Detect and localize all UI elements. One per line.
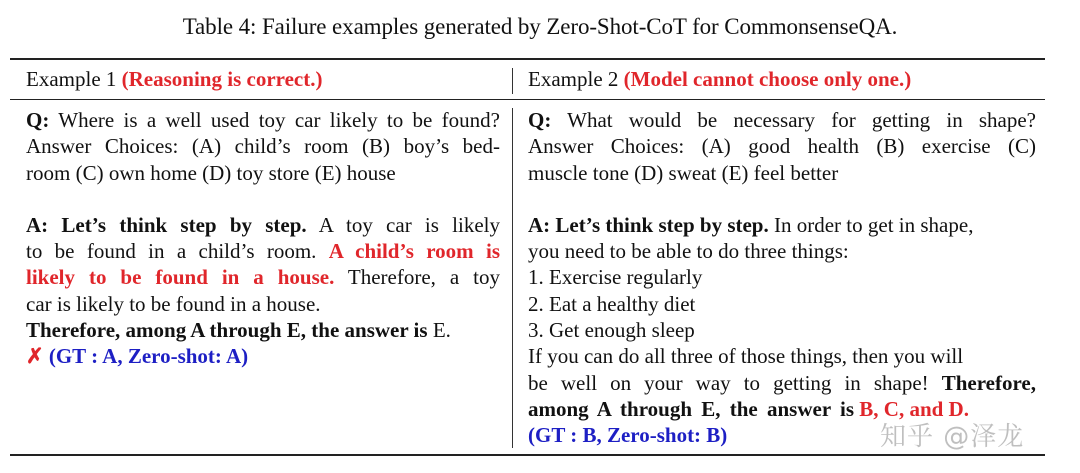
- column-header-example-1: [26, 67, 322, 92]
- cross-mark-icon: ✗: [26, 344, 44, 369]
- answer-text: A toy car is likely: [306, 212, 500, 237]
- answer-text: Therefore, a toy: [334, 265, 500, 290]
- final-prompt: Therefore,: [941, 370, 1036, 395]
- answer-line: [528, 212, 1036, 238]
- header-rule: [10, 99, 1045, 100]
- step-item: 1. Exercise regularly: [528, 265, 703, 290]
- header-note: (Model cannot choose only one.): [623, 67, 912, 91]
- answer-label: A: Let’s think step by step.: [26, 212, 307, 237]
- watermark: 知乎 @泽龙: [880, 422, 1025, 452]
- final-prompt: among A through E, the answer is: [528, 396, 855, 421]
- final-answer: E.: [427, 318, 451, 343]
- question-text: Where is a well used toy car likely to be found?: [49, 108, 500, 132]
- answer-line: [26, 264, 500, 290]
- header-title: Example 2: [528, 67, 619, 91]
- table-caption: Table 4: Failure examples generated by Zero-Shot-CoT for CommonsenseQA.: [182, 14, 898, 39]
- highlighted-reasoning: A child’s room is: [328, 239, 500, 264]
- question-line: [26, 107, 500, 133]
- answer-line: car is likely to be found in a house.: [26, 291, 321, 316]
- question-label: Q:: [528, 108, 552, 132]
- answer-line: [26, 238, 500, 264]
- answer-line: If you can do all three of those things, then you will: [528, 344, 964, 369]
- question-line: [528, 107, 1036, 133]
- column-divider-header: [512, 68, 513, 94]
- answer-text: be well on your way to getting in shape!: [528, 370, 942, 395]
- answer-line: you need to be able to do three things:: [528, 239, 849, 264]
- final-prompt: Therefore, among A through E, the answer is: [26, 318, 428, 343]
- answer-text: In order to get in shape,: [768, 212, 974, 237]
- ground-truth: (GT : A, Zero-shot: A): [48, 344, 249, 369]
- step-item: 3. Get enough sleep: [528, 318, 695, 343]
- bottom-rule: [10, 454, 1045, 456]
- final-answer: B, C, and D.: [854, 396, 969, 421]
- question-label: Q:: [26, 108, 50, 132]
- question-line: Answer Choices: (A) good health (B) exercise (C): [528, 134, 1036, 159]
- example-2-cell: [528, 107, 1036, 449]
- question-text: What would be necessary for getting in shape?: [551, 108, 1036, 132]
- highlighted-reasoning: likely to be found in a house.: [26, 265, 335, 290]
- column-header-example-2: [528, 67, 911, 92]
- step-item: 2. Eat a healthy diet: [528, 291, 696, 316]
- question-line: muscle tone (D) sweat (E) feel better: [528, 160, 839, 185]
- answer-line: [528, 370, 1036, 396]
- question-line: Answer Choices: (A) child’s room (B) boy’s bed-: [26, 134, 500, 159]
- ground-truth: (GT : B, Zero-shot: B): [528, 423, 728, 448]
- final-answer-line: [26, 317, 500, 343]
- question-line: room (C) own home (D) toy store (E) house: [26, 160, 396, 185]
- top-rule: [10, 58, 1045, 60]
- answer-text: to be found in a child’s room.: [26, 239, 329, 264]
- answer-line: [26, 212, 500, 238]
- ground-truth-line: [26, 343, 500, 369]
- column-divider-body: [512, 108, 513, 448]
- header-note: (Reasoning is correct.): [121, 67, 323, 91]
- header-title: Example 1: [26, 67, 117, 91]
- answer-label: A: Let’s think step by step.: [528, 212, 769, 237]
- example-1-cell: [26, 107, 500, 370]
